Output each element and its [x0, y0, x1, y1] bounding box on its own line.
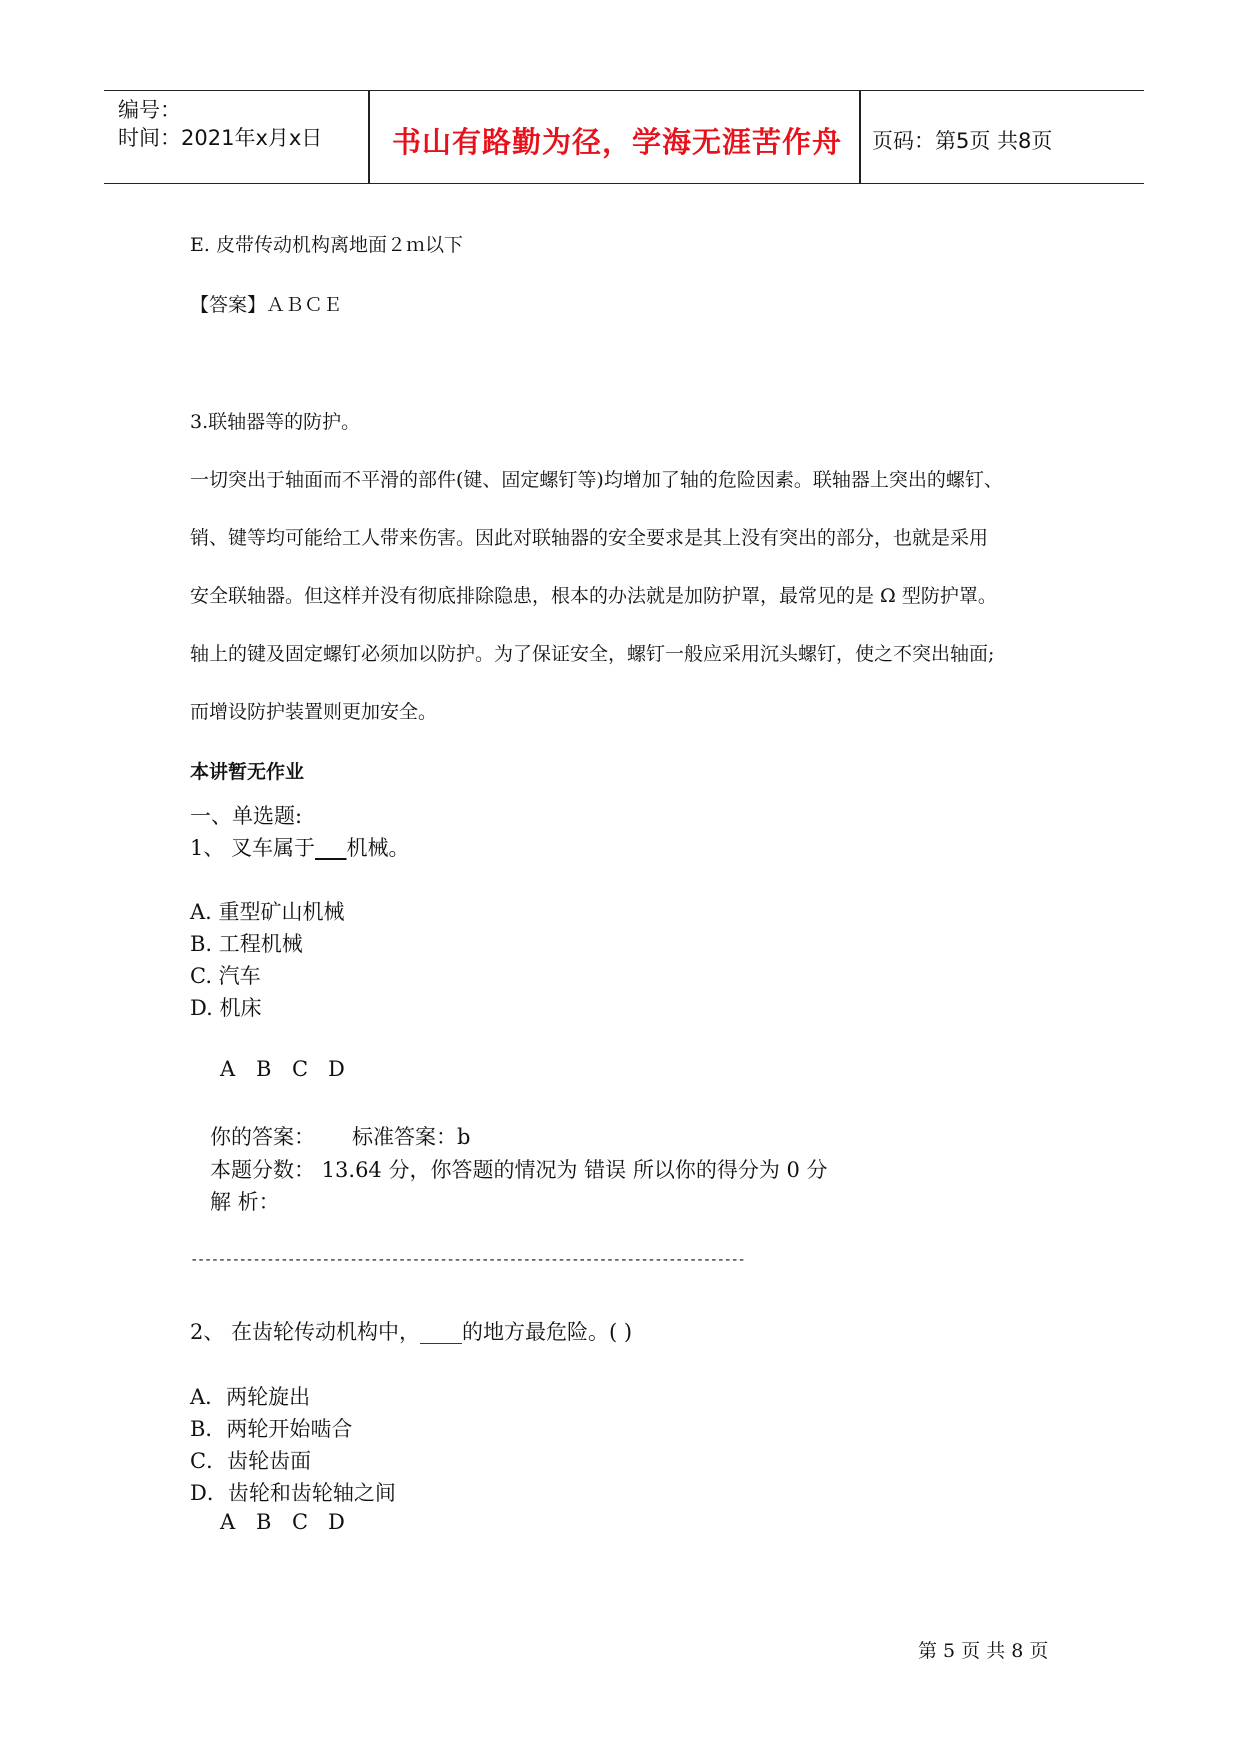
header-divider [368, 91, 370, 183]
section-single-choice: 一、单选题: [190, 804, 303, 828]
option-e: E. 皮带传动机构离地面２ｍ以下 [190, 234, 463, 256]
choice-b[interactable]: B [256, 1510, 272, 1534]
choice-b[interactable]: B [256, 1057, 272, 1081]
section-title: 3.联轴器等的防护。 [190, 411, 361, 433]
your-answer-label: 你的答案： [210, 1125, 315, 1149]
previous-answer: 【答案】ＡＢＣＥ [190, 294, 343, 316]
header-motto: 书山有路勤为径，学海无涯苦作舟 [392, 125, 843, 159]
score-line: 本题分数： 13.64 分，你答题的情况为 错误 所以你的得分为 0 分 [210, 1158, 828, 1182]
question-2-choice-row [220, 1510, 364, 1534]
question-1-stem-suffix: 机械。 [346, 836, 410, 860]
choice-c[interactable]: C [292, 1057, 309, 1081]
paragraph-line: 轴上的键及固定螺钉必须加以防护。为了保证安全，螺钉一般应采用沉头螺钉，使之不突出轴面; [190, 643, 995, 665]
standard-answer: 标准答案：b [352, 1125, 471, 1149]
no-homework-heading: 本讲暂无作业 [190, 761, 305, 783]
question-1-choice-row [220, 1057, 364, 1081]
time-label: 时间：2021年x月x日 [118, 126, 323, 150]
question-2-option: B．两轮开始啮合 [190, 1417, 353, 1441]
question-2-stem: 2、 在齿轮传动机构中，____的地方最危险。( ) [190, 1320, 633, 1344]
question-1-blank: ___ [315, 835, 347, 860]
question-1-option: C. 汽车 [190, 964, 261, 988]
question-1-stem-prefix: 1、 叉车属于 [190, 836, 316, 860]
footer-page-info: 第 5 页 共 8 页 [918, 1640, 1049, 1662]
question-2-option: D．齿轮和齿轮轴之间 [190, 1481, 396, 1505]
choice-d[interactable]: D [328, 1057, 345, 1081]
question-2-option: A．两轮旋出 [190, 1385, 311, 1409]
choice-a[interactable]: A [220, 1510, 236, 1534]
choice-d[interactable]: D [328, 1510, 345, 1534]
question-1-option: B. 工程机械 [190, 932, 303, 956]
question-2-option: C．齿轮齿面 [190, 1449, 312, 1473]
serial-label: 编号： [118, 98, 181, 122]
paragraph-line: 安全联轴器。但这样并没有彻底排除隐患，根本的办法就是加防护罩，最常见的是 Ω 型防护罩。 [190, 585, 997, 607]
question-1-option: A. 重型矿山机械 [190, 900, 345, 924]
paragraph-line: 而增设防护装置则更加安全。 [190, 701, 438, 723]
question-1-stem [190, 832, 410, 862]
paragraph-line: 销、键等均可能给工人带来伤害。因此对联轴器的安全要求是其上没有突出的部分，也就是采用 [190, 527, 989, 549]
header-divider [859, 91, 861, 183]
question-1-option: D. 机床 [190, 996, 262, 1020]
choice-a[interactable]: A [220, 1057, 236, 1081]
choice-c[interactable]: C [292, 1510, 309, 1534]
page-label: 页码：第5页 共8页 [872, 129, 1053, 153]
paragraph-line: 一切突出于轴面而不平滑的部件(键、固定螺钉等)均增加了轴的危险因素。联轴器上突出的螺钉、 [190, 469, 1003, 491]
analysis-label: 解 析： [210, 1190, 280, 1214]
divider-line: -------------------------------------------------------------------------------- [190, 1252, 745, 1268]
